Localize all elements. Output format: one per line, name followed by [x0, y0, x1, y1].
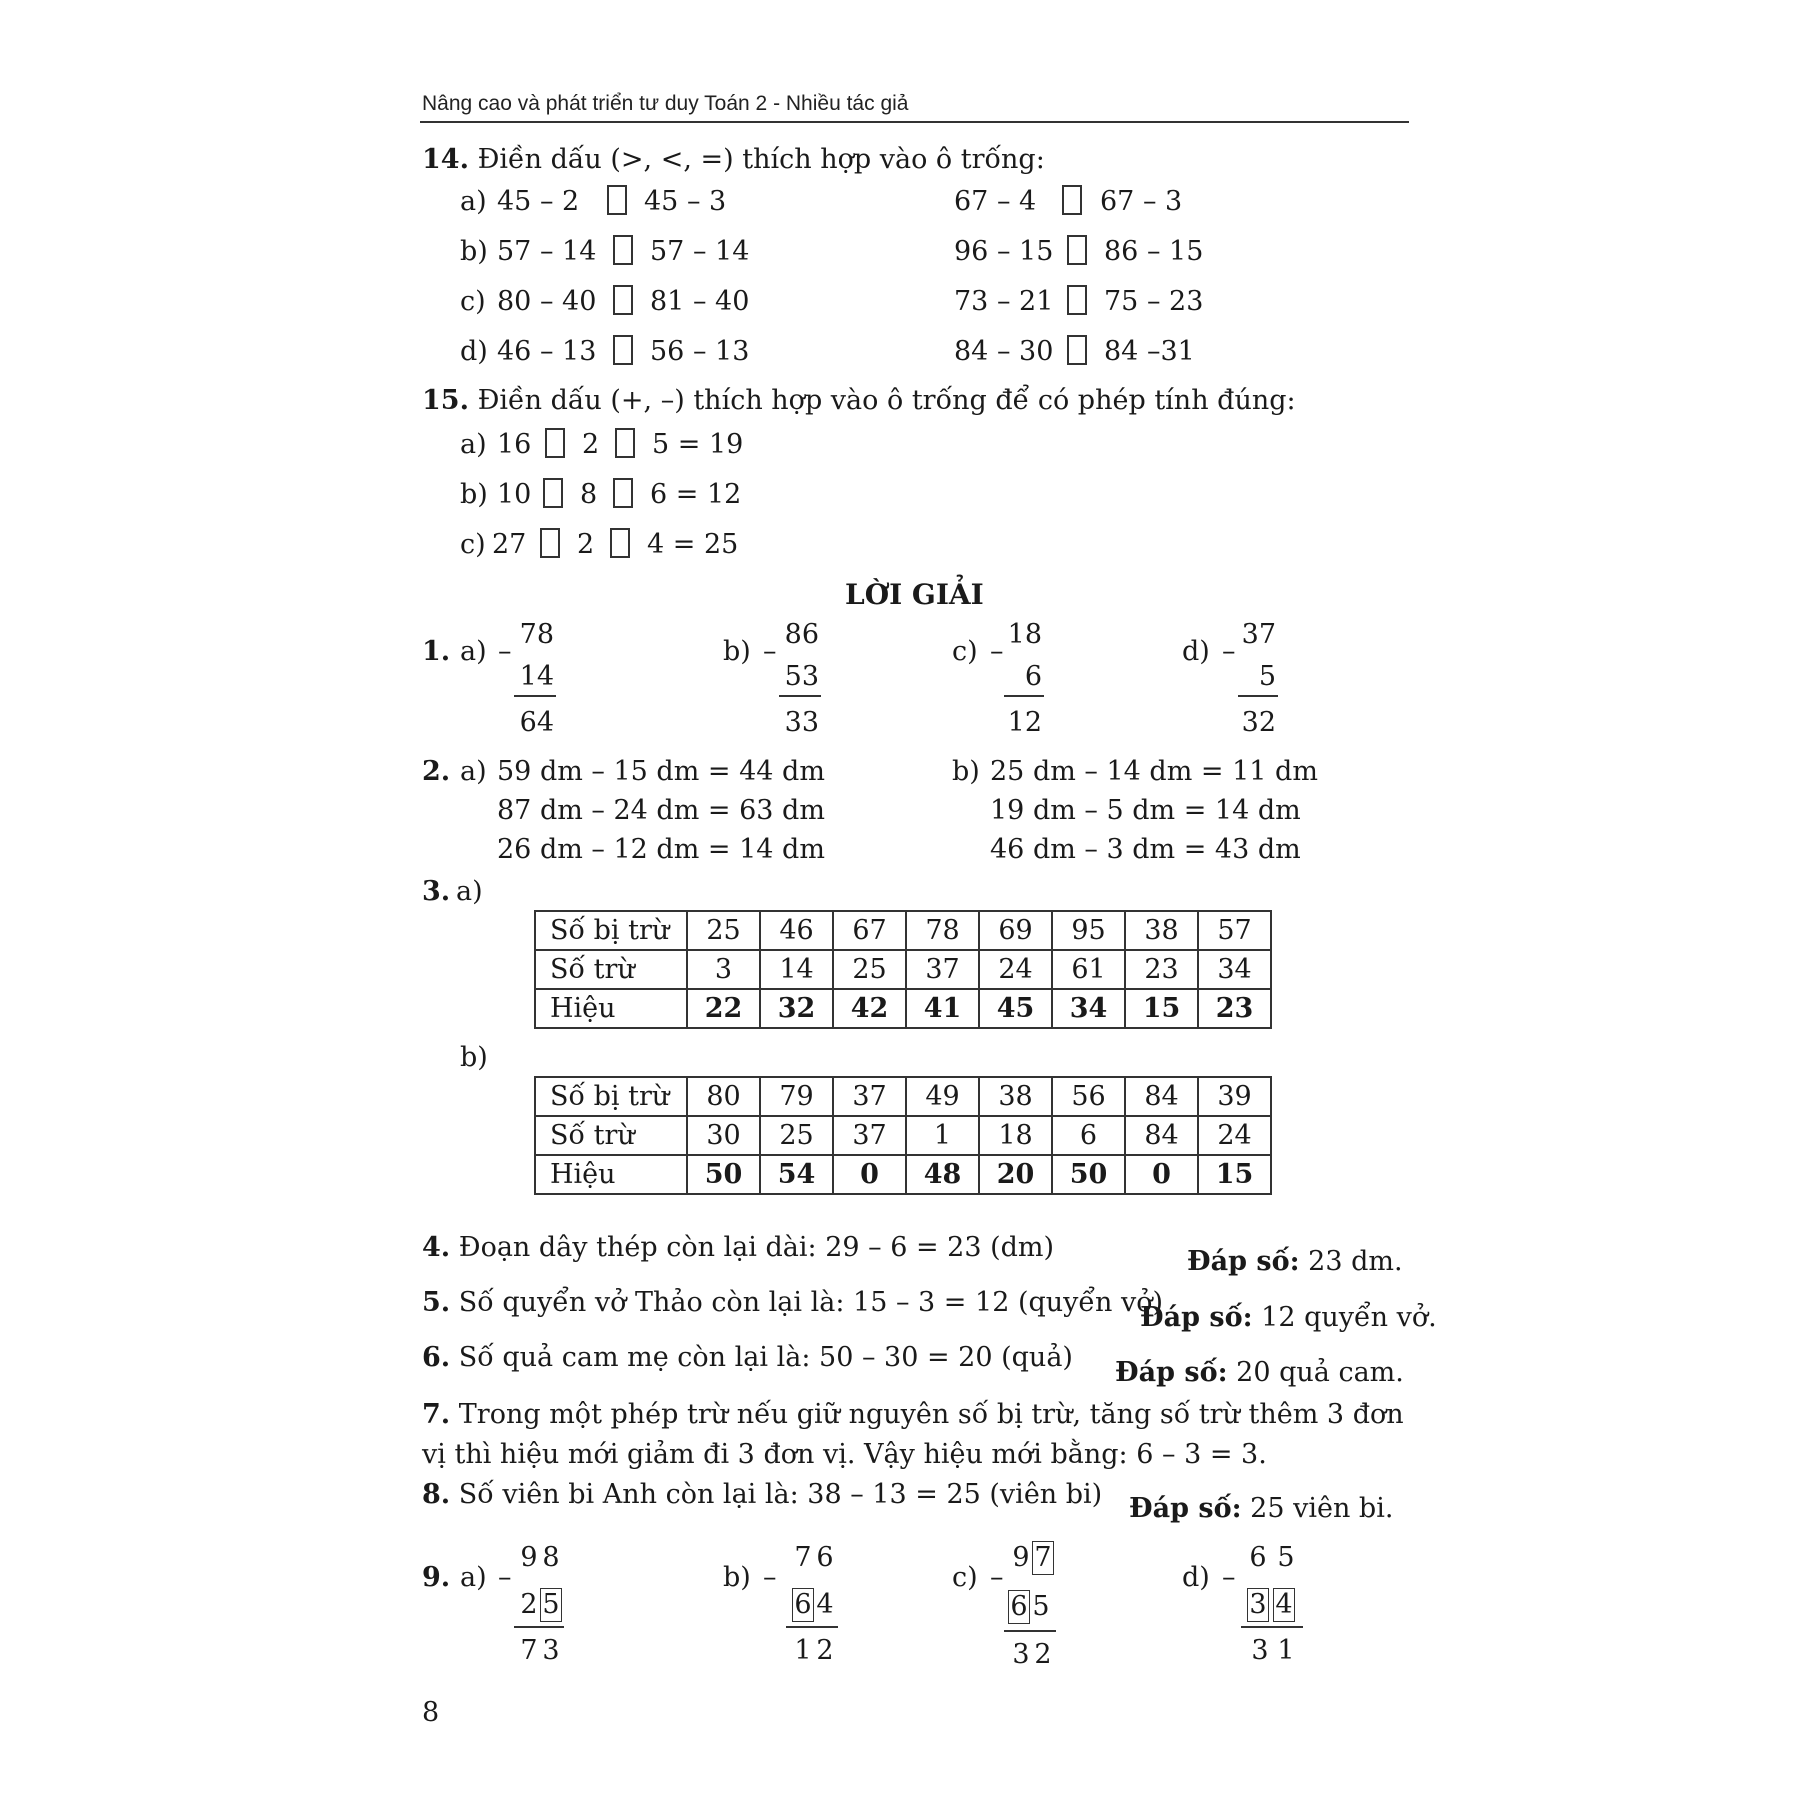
solution-5 — [422, 1288, 1163, 1318]
answer-box[interactable] — [613, 335, 633, 365]
solution-2b-line: 25 dm – 14 dm = 11 dm — [990, 756, 1318, 787]
table-cell: 54 — [760, 1155, 833, 1194]
row-label: d) — [460, 336, 488, 367]
table-cell: 56 — [1052, 1077, 1125, 1116]
row-header: Số trừ — [535, 1116, 687, 1155]
solution-3a-label: a) — [456, 876, 483, 907]
subtrahend: 14 — [519, 661, 554, 692]
solution-2b-line: 19 dm – 5 dm = 14 dm — [990, 795, 1301, 826]
result-line — [514, 1626, 564, 1628]
exercise-15-number: 15. — [422, 385, 469, 416]
difference: 64 — [519, 707, 554, 738]
solution-2a-label: a) — [460, 756, 487, 787]
subtrahend-digit: 4 — [816, 1589, 834, 1620]
answer-label: Đáp số: — [1129, 1493, 1242, 1524]
table-cell: 3 — [687, 950, 760, 989]
table-row — [535, 1155, 1271, 1194]
solution-8-answer — [1129, 1494, 1393, 1524]
table-cell: 0 — [1125, 1155, 1198, 1194]
difference-digit: 2 — [816, 1635, 834, 1666]
left-expression: 46 – 13 — [497, 336, 597, 367]
solution-5-answer — [1140, 1303, 1437, 1333]
solution-1-number: 1. — [422, 636, 451, 667]
table-cell: 57 — [1198, 911, 1271, 950]
solution-2a-line: 59 dm – 15 dm = 44 dm — [497, 756, 825, 787]
table-row — [535, 1077, 1271, 1116]
answer-box[interactable] — [607, 185, 627, 215]
table-cell: 37 — [833, 1077, 906, 1116]
filled-digit: 6 — [794, 1589, 812, 1620]
table-cell: 45 — [979, 989, 1052, 1028]
right-expression: 57 – 14 — [650, 236, 750, 267]
difference: 33 — [784, 707, 819, 738]
solution-9-number: 9. — [422, 1562, 451, 1593]
solution-7-line1 — [422, 1400, 1404, 1430]
left-expression: 45 – 2 — [497, 186, 580, 217]
subtrahend-digit: 2 — [520, 1589, 538, 1620]
table-cell: 84 — [1125, 1116, 1198, 1155]
answer-value: 23 dm. — [1308, 1246, 1403, 1277]
table-cell: 15 — [1125, 989, 1198, 1028]
right-expression: 86 – 15 — [1104, 236, 1204, 267]
table-cell: 49 — [906, 1077, 979, 1116]
minuend-digit: 9 — [520, 1542, 538, 1573]
table-cell: 14 — [760, 950, 833, 989]
equation-rest: 5 = 19 — [652, 429, 744, 460]
row-label: a) — [460, 429, 487, 460]
table-row — [535, 989, 1271, 1028]
subtrahend-digit: 5 — [1032, 1591, 1050, 1622]
difference-digit: 7 — [520, 1635, 538, 1666]
exercise-15-instruction: Điền dấu (+, –) thích hợp vào ô trống để có phép tính đúng: — [477, 385, 1296, 416]
minus-sign: – — [763, 636, 777, 667]
table-cell: 42 — [833, 989, 906, 1028]
solution-7-number: 7. — [422, 1399, 451, 1430]
left-expression: 67 – 4 — [954, 186, 1037, 217]
solution-7-text: Trong một phép trừ nếu giữ nguyên số bị trừ, tăng số trừ thêm 3 đơn — [458, 1399, 1404, 1430]
table-cell: 18 — [979, 1116, 1052, 1155]
minuend-digit: 9 — [1012, 1542, 1030, 1573]
answer-box[interactable] — [545, 428, 565, 458]
table-cell: 22 — [687, 989, 760, 1028]
filled-digit: 5 — [542, 1589, 560, 1620]
exercise-15-heading — [422, 386, 1296, 416]
table-cell: 24 — [979, 950, 1052, 989]
answer-box[interactable] — [613, 478, 633, 508]
operand: 10 — [497, 479, 532, 510]
minus-sign: – — [1222, 1562, 1236, 1593]
minuend: 86 — [784, 619, 819, 650]
exercise-14-heading — [422, 145, 1045, 175]
table-cell: 37 — [833, 1116, 906, 1155]
answer-box[interactable] — [1067, 335, 1087, 365]
difference-digit: 1 — [1277, 1635, 1295, 1666]
table-cell: 30 — [687, 1116, 760, 1155]
answer-value: 20 quả cam. — [1236, 1357, 1404, 1388]
difference-digit: 3 — [1012, 1639, 1030, 1670]
right-expression: 67 – 3 — [1100, 186, 1183, 217]
result-line — [1238, 695, 1278, 697]
minuend: 18 — [1007, 619, 1042, 650]
solution-6 — [422, 1343, 1073, 1373]
table-cell: 67 — [833, 911, 906, 950]
table-cell: 39 — [1198, 1077, 1271, 1116]
table-cell: 37 — [906, 950, 979, 989]
minus-sign: – — [498, 1562, 512, 1593]
table-cell: 0 — [833, 1155, 906, 1194]
answer-label: Đáp số: — [1140, 1302, 1253, 1333]
table-cell: 24 — [1198, 1116, 1271, 1155]
left-expression: 96 – 15 — [954, 236, 1054, 267]
solution-5-text: Số quyển vở Thảo còn lại là: 15 – 3 = 12 (quyển vở) — [458, 1287, 1164, 1318]
solution-3b-label: b) — [460, 1042, 488, 1073]
table-row — [535, 911, 1271, 950]
exercise-14-number: 14. — [422, 144, 469, 175]
minuend-digit: 8 — [542, 1542, 560, 1573]
row-label: b) — [460, 236, 488, 267]
row-header: Số bị trừ — [535, 911, 687, 950]
solution-3-number: 3. — [422, 876, 451, 907]
table-cell: 80 — [687, 1077, 760, 1116]
subtraction-table-b — [534, 1076, 1272, 1195]
minuend-digit: 6 — [1249, 1542, 1267, 1573]
operand: 8 — [580, 479, 598, 510]
table-cell: 34 — [1052, 989, 1125, 1028]
right-expression: 81 – 40 — [650, 286, 750, 317]
row-header: Hiệu — [535, 989, 687, 1028]
solution-7-line2: vị thì hiệu mới giảm đi 3 đơn vị. Vậy hiệu mới bằng: 6 – 3 = 3. — [422, 1439, 1267, 1470]
subtrahend: 53 — [784, 661, 819, 692]
solution-2a-line: 26 dm – 12 dm = 14 dm — [497, 834, 825, 865]
solution-4 — [422, 1233, 1054, 1263]
right-expression: 75 – 23 — [1104, 286, 1204, 317]
result-line — [786, 1626, 838, 1628]
table-cell: 23 — [1198, 989, 1271, 1028]
table-cell: 61 — [1052, 950, 1125, 989]
result-line — [779, 695, 821, 697]
answer-value: 12 quyển vở. — [1261, 1302, 1437, 1333]
left-expression: 57 – 14 — [497, 236, 597, 267]
result-line — [1004, 695, 1044, 697]
answer-box[interactable] — [613, 285, 633, 315]
result-line — [1241, 1626, 1303, 1628]
filled-digit: 4 — [1275, 1589, 1293, 1620]
minus-sign: – — [990, 1562, 1004, 1593]
item-label: c) — [952, 636, 978, 667]
answer-label: Đáp số: — [1187, 1246, 1300, 1277]
answer-box[interactable] — [615, 428, 635, 458]
table-cell: 95 — [1052, 911, 1125, 950]
solution-4-answer — [1187, 1247, 1403, 1277]
item-label: b) — [723, 1562, 751, 1593]
left-expression: 84 – 30 — [954, 336, 1054, 367]
solution-6-text: Số quả cam mẹ còn lại là: 50 – 30 = 20 (quả) — [458, 1342, 1073, 1373]
table-cell: 23 — [1125, 950, 1198, 989]
table-row — [535, 1116, 1271, 1155]
minus-sign: – — [498, 636, 512, 667]
difference-digit: 3 — [1251, 1635, 1269, 1666]
table-cell: 32 — [760, 989, 833, 1028]
table-cell: 25 — [833, 950, 906, 989]
solution-6-answer — [1115, 1358, 1404, 1388]
minus-sign: – — [763, 1562, 777, 1593]
table-cell: 38 — [979, 1077, 1052, 1116]
answer-value: 25 viên bi. — [1250, 1493, 1394, 1524]
right-expression: 45 – 3 — [644, 186, 727, 217]
table-cell: 46 — [760, 911, 833, 950]
difference-digit: 2 — [1034, 1639, 1052, 1670]
subtraction-table-a — [534, 910, 1272, 1029]
solution-6-number: 6. — [422, 1342, 451, 1373]
difference-digit: 3 — [542, 1635, 560, 1666]
running-header: Nâng cao và phát triển tư duy Toán 2 - Nhiều tác giả — [422, 92, 909, 115]
row-label: c) — [460, 286, 486, 317]
answer-box[interactable] — [1067, 235, 1087, 265]
item-label: d) — [1182, 1562, 1210, 1593]
solution-4-number: 4. — [422, 1232, 451, 1263]
difference-digit: 1 — [794, 1635, 812, 1666]
header-rule — [420, 121, 1409, 123]
subtrahend: 5 — [1258, 661, 1276, 692]
equation-rest: 4 = 25 — [647, 529, 739, 560]
table-cell: 15 — [1198, 1155, 1271, 1194]
solution-2a-line: 87 dm – 24 dm = 63 dm — [497, 795, 825, 826]
left-expression: 73 – 21 — [954, 286, 1054, 317]
minuend-digit: 7 — [794, 1542, 812, 1573]
solution-4-text: Đoạn dây thép còn lại dài: 29 – 6 = 23 (dm) — [458, 1232, 1055, 1263]
solution-8-text: Số viên bi Anh còn lại là: 38 – 13 = 25 (viên bi) — [458, 1479, 1103, 1510]
minuend: 78 — [519, 619, 554, 650]
row-header: Hiệu — [535, 1155, 687, 1194]
answer-box[interactable] — [613, 235, 633, 265]
table-cell: 48 — [906, 1155, 979, 1194]
result-line — [1004, 1630, 1056, 1632]
solution-5-number: 5. — [422, 1287, 451, 1318]
table-cell: 25 — [687, 911, 760, 950]
answer-label: Đáp số: — [1115, 1357, 1228, 1388]
filled-digit: 3 — [1249, 1589, 1267, 1620]
item-label: a) — [460, 1562, 487, 1593]
filled-digit: 7 — [1034, 1542, 1052, 1573]
answer-box[interactable] — [1062, 185, 1082, 215]
minus-sign: – — [1222, 636, 1236, 667]
right-expression: 84 –31 — [1104, 336, 1195, 367]
solution-2b-line: 46 dm – 3 dm = 43 dm — [990, 834, 1301, 865]
table-cell: 41 — [906, 989, 979, 1028]
table-cell: 69 — [979, 911, 1052, 950]
filled-digit: 6 — [1010, 1591, 1028, 1622]
solution-8 — [422, 1480, 1102, 1510]
answer-box[interactable] — [610, 528, 630, 558]
item-label: b) — [723, 636, 751, 667]
row-label: b) — [460, 479, 488, 510]
row-label: c) — [460, 529, 486, 560]
table-cell: 34 — [1198, 950, 1271, 989]
solution-2b-label: b) — [952, 756, 980, 787]
table-cell: 6 — [1052, 1116, 1125, 1155]
minuend-digit: 5 — [1277, 1542, 1295, 1573]
row-header: Số bị trừ — [535, 1077, 687, 1116]
item-label: a) — [460, 636, 487, 667]
table-cell: 1 — [906, 1116, 979, 1155]
table-cell: 84 — [1125, 1077, 1198, 1116]
solution-8-number: 8. — [422, 1479, 451, 1510]
minus-sign: – — [990, 636, 1004, 667]
solution-2-number: 2. — [422, 756, 451, 787]
answer-box[interactable] — [1067, 285, 1087, 315]
answer-box[interactable] — [543, 478, 563, 508]
page-number: 8 — [422, 1697, 440, 1728]
table-cell: 38 — [1125, 911, 1198, 950]
equation-rest: 6 = 12 — [650, 479, 742, 510]
item-label: c) — [952, 1562, 978, 1593]
right-expression: 56 – 13 — [650, 336, 750, 367]
exercise-14-instruction: Điền dấu (>, <, =) thích hợp vào ô trống: — [477, 144, 1045, 175]
table-cell: 50 — [1052, 1155, 1125, 1194]
row-label: a) — [460, 186, 487, 217]
difference: 12 — [1007, 707, 1042, 738]
table-cell: 25 — [760, 1116, 833, 1155]
operand: 2 — [582, 429, 600, 460]
table-cell: 20 — [979, 1155, 1052, 1194]
solutions-title: LỜI GIẢI — [845, 578, 984, 611]
operand: 2 — [577, 529, 595, 560]
operand: 27 — [492, 529, 527, 560]
minuend: 37 — [1241, 619, 1276, 650]
table-row — [535, 950, 1271, 989]
subtrahend: 6 — [1024, 661, 1042, 692]
table-cell: 50 — [687, 1155, 760, 1194]
table-cell: 79 — [760, 1077, 833, 1116]
difference: 32 — [1241, 707, 1276, 738]
left-expression: 80 – 40 — [497, 286, 597, 317]
operand: 16 — [497, 429, 532, 460]
answer-box[interactable] — [540, 528, 560, 558]
item-label: d) — [1182, 636, 1210, 667]
table-cell: 78 — [906, 911, 979, 950]
result-line — [514, 695, 556, 697]
row-header: Số trừ — [535, 950, 687, 989]
minuend-digit: 6 — [816, 1542, 834, 1573]
